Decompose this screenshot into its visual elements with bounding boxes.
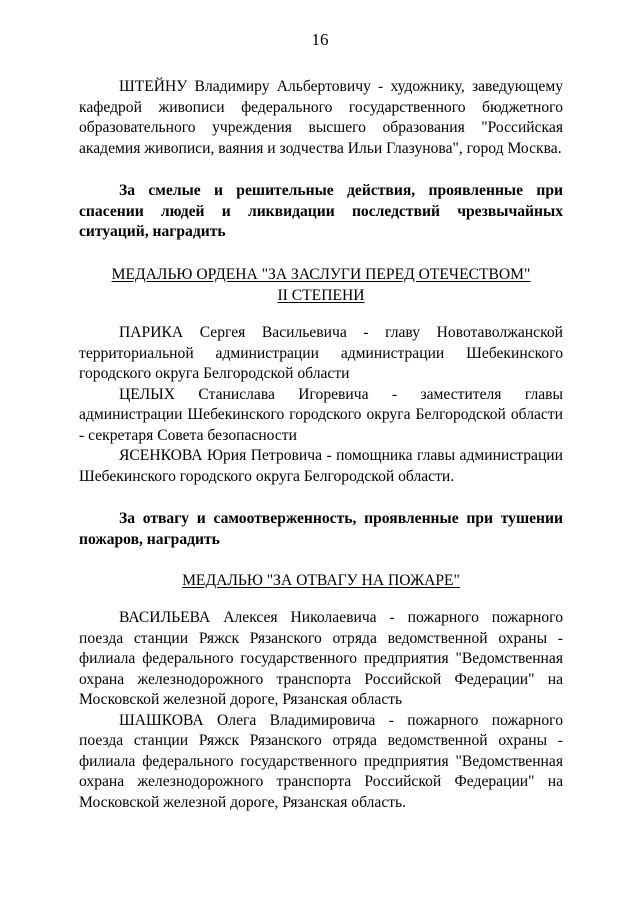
intro-block: [79, 77, 563, 159]
section2-recipients: [79, 608, 563, 813]
recipient-paragraph: ПАРИКА Сергея Васильевича - главу Новотаволжанской территориальной администрации администрации Шебекинского городского округа Белгородской области: [79, 324, 563, 382]
section1-award-block: [79, 265, 563, 306]
recipient-paragraph: ШАШКОВА Олега Владимировича - пожарного пожарного поезда станции Ряжск Рязанского отряда ведомственной охраны - филиала федерального государственного предприятия "Ведомственная охрана железнодорожного транспорта Российской Федерации" на Московской железной дороге, Рязанская область.: [79, 711, 563, 811]
section-preamble: За смелые и решительные действия, проявленные при спасении людей и ликвидации последствий чрезвычайных ситуаций, наградить: [79, 182, 563, 240]
section2-award-block: [79, 571, 563, 592]
section2-preamble-block: [79, 509, 563, 550]
recipient-paragraph: ВАСИЛЬЕВА Алексея Николаевича - пожарного пожарного поезда станции Ряжск Рязанского отряда ведомственной охраны - филиала федерального государственного предприятия "Ведомственная охрана железнодорожного транспорта Российской Федерации" на Московской железной дороге, Рязанская область: [79, 609, 563, 708]
award-title: [79, 265, 563, 306]
section1-preamble-block: [79, 181, 563, 243]
page-number: 16: [311, 30, 329, 49]
award-title: [79, 571, 563, 592]
recipient-paragraph: ЯСЕНКОВА Юрия Петровича - помощника главы администрации Шебекинского городского округа Белгородской области.: [79, 447, 563, 485]
section1-recipients: [79, 323, 563, 487]
award-title-line: МЕДАЛЬЮ "ЗА ОТВАГУ НА ПОЖАРЕ": [182, 572, 460, 589]
section-preamble: За отвагу и самоотверженность, проявленные при тушении пожаров, наградить: [79, 510, 563, 548]
recipient-paragraph: ЦЕЛЫХ Станислава Игоревича - заместителя главы администрации Шебекинского городского округа Белгородской области - секретаря Совета безопасности: [79, 385, 563, 444]
award-title-line1: МЕДАЛЬЮ ОРДЕНА "ЗА ЗАСЛУГИ ПЕРЕД ОТЕЧЕСТВОМ": [111, 266, 531, 283]
award-title-line2: II СТЕПЕНИ: [277, 286, 365, 304]
award-recipient-paragraph: ШТЕЙНУ Владимиру Альбертовичу - художнику, заведующему кафедрой живописи федерального государственного бюджетного образовательного учреждения высшего образования "Российская академия живописи, ваяния и зодчества Ильи Глазунова", город Москва.: [79, 78, 563, 157]
